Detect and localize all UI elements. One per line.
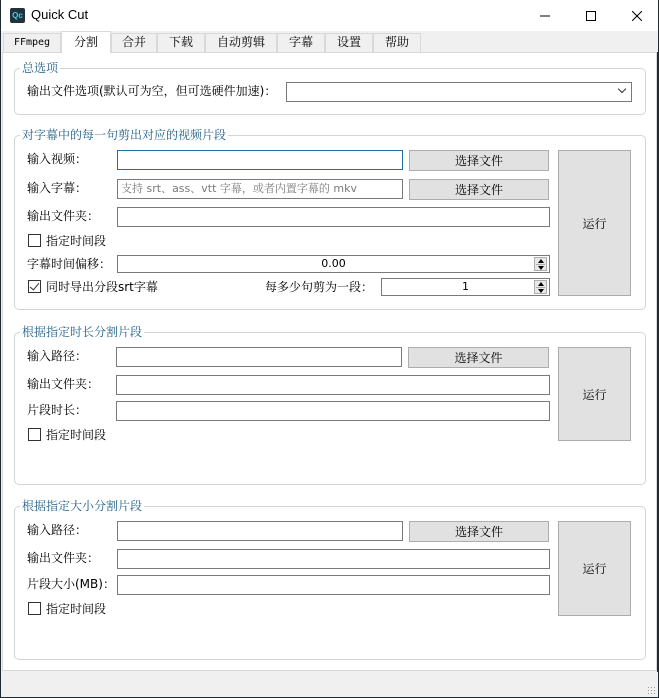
run-size-split-button[interactable]: 运行 [558, 521, 631, 616]
choose-file-button[interactable]: 选择文件 [409, 521, 549, 542]
export-srt-label: 同时导出分段srt字幕 [46, 280, 158, 294]
tab-bar [1, 31, 658, 52]
tab-download[interactable]: 下载 [157, 33, 205, 52]
input-path-label: 输入路径： [27, 349, 88, 363]
per-segment-spinbox[interactable] [381, 278, 550, 296]
output-options-combobox[interactable] [286, 82, 632, 102]
close-button[interactable] [614, 0, 659, 31]
app-logo-icon: Qc [10, 8, 25, 23]
output-folder-field[interactable] [117, 549, 550, 569]
tab-auto-edit[interactable]: 自动剪辑 [205, 33, 277, 52]
minimize-icon [540, 11, 550, 21]
segment-duration-label: 片段时长： [27, 403, 88, 417]
minimize-button[interactable] [522, 0, 568, 31]
output-folder-label: 输出文件夹： [27, 551, 100, 565]
close-icon [632, 11, 642, 21]
chevron-down-icon [618, 85, 626, 93]
per-segment-label: 每多少句剪为一段： [265, 280, 374, 294]
duration-split-group [14, 325, 646, 485]
export-srt-checkbox[interactable] [28, 280, 41, 293]
segment-size-label: 片段大小(MB)： [27, 577, 115, 591]
time-range-label: 指定时间段 [46, 234, 107, 248]
output-folder-field[interactable] [117, 207, 550, 227]
maximize-icon [586, 11, 596, 21]
time-range-checkbox[interactable] [28, 428, 41, 441]
general-options-group [14, 61, 646, 115]
segment-duration-field[interactable] [116, 401, 550, 421]
size-split-group [14, 499, 646, 660]
choose-video-file-button[interactable]: 选择文件 [409, 150, 549, 171]
choose-file-button[interactable]: 选择文件 [408, 347, 549, 368]
tab-split[interactable]: 分割 [61, 31, 111, 53]
input-path-field[interactable] [116, 347, 402, 367]
resize-grip-icon[interactable] [647, 686, 655, 694]
offset-label: 字幕时间偏移： [27, 257, 112, 271]
input-subtitle-placeholder: 支持 srt、ass、vtt 字幕，或者内置字幕的 mkv [121, 182, 357, 195]
split-tab-panel [2, 52, 657, 671]
input-path-label: 输入路径： [27, 523, 88, 537]
tab-ffmpeg[interactable]: FFmpeg [3, 33, 61, 52]
output-folder-label: 输出文件夹： [27, 377, 100, 391]
output-folder-label: 输出文件夹： [27, 209, 100, 223]
window-title: Quick Cut [31, 7, 89, 22]
choose-subtitle-file-button[interactable]: 选择文件 [409, 179, 549, 200]
input-subtitle-field[interactable] [117, 179, 403, 199]
tab-help[interactable]: 帮助 [373, 33, 421, 52]
tab-merge[interactable]: 合并 [111, 33, 157, 52]
output-folder-field[interactable] [116, 375, 550, 395]
subtitle-split-group [14, 128, 646, 310]
group-title: 根据指定大小分割片段 [22, 499, 143, 513]
offset-spinbox[interactable] [117, 255, 550, 273]
title-bar [1, 0, 658, 31]
input-video-label: 输入视频： [27, 152, 88, 166]
time-range-label: 指定时间段 [46, 602, 107, 616]
offset-value: 0.00 [321, 257, 346, 270]
spin-arrows-icon[interactable] [534, 257, 547, 271]
input-video-field[interactable] [117, 150, 403, 170]
group-title: 根据指定时长分割片段 [22, 325, 143, 339]
input-subtitle-label: 输入字幕： [27, 181, 88, 195]
group-title: 对字幕中的每一句剪出对应的视频片段 [22, 128, 227, 142]
output-options-label: 输出文件选项(默认可为空，但可选硬件加速)： [27, 84, 277, 98]
maximize-button[interactable] [568, 0, 614, 31]
spin-arrows-icon[interactable] [534, 280, 547, 294]
tab-settings[interactable]: 设置 [325, 33, 373, 52]
time-range-label: 指定时间段 [46, 428, 107, 442]
per-segment-value: 1 [462, 280, 469, 293]
group-title: 总选项 [22, 61, 59, 75]
time-range-checkbox[interactable] [28, 234, 41, 247]
status-bar [1, 672, 658, 697]
input-path-field[interactable] [117, 521, 403, 541]
run-duration-split-button[interactable]: 运行 [558, 347, 631, 441]
run-subtitle-split-button[interactable]: 运行 [558, 150, 631, 296]
time-range-checkbox[interactable] [28, 602, 41, 615]
segment-size-field[interactable] [117, 575, 550, 595]
tab-subtitles[interactable]: 字幕 [277, 33, 325, 52]
